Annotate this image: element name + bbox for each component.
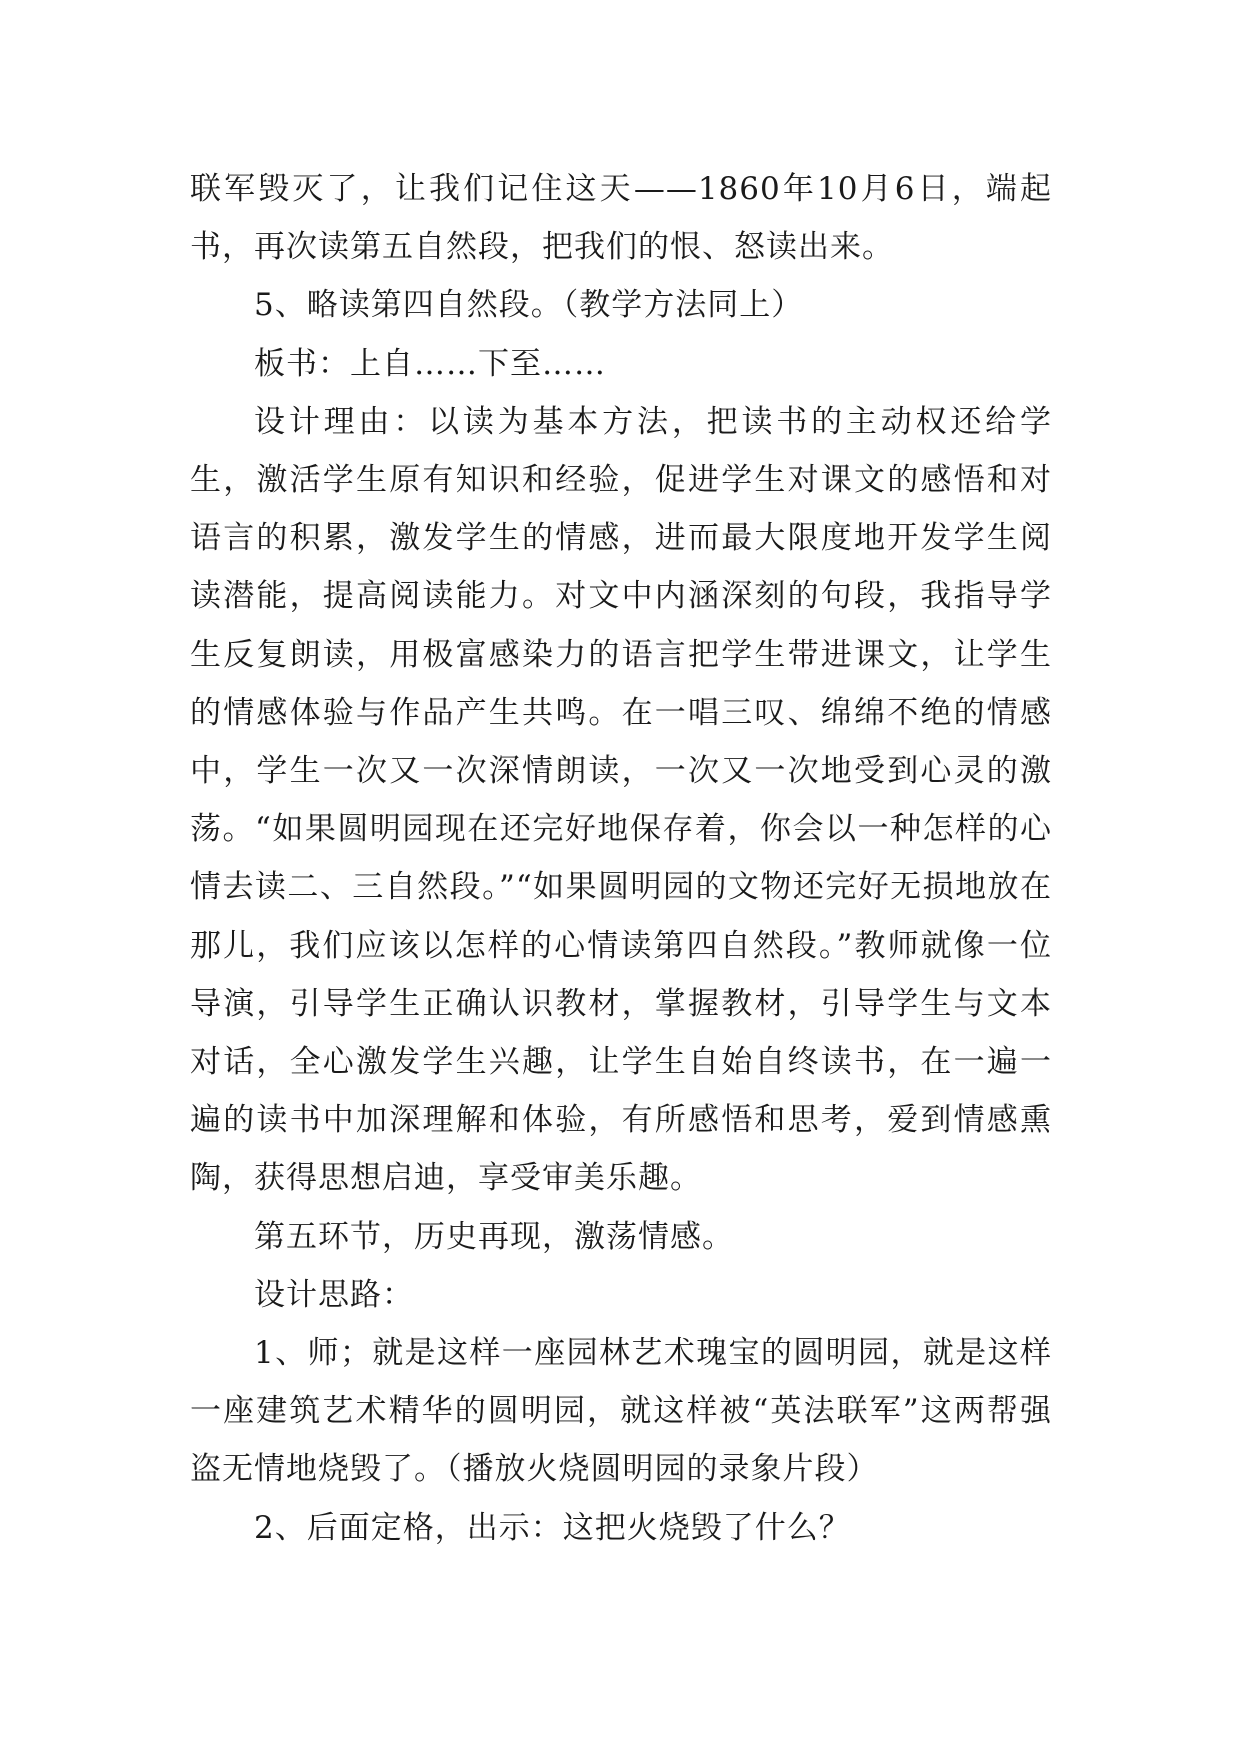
paragraph-6: 设计思路： — [254, 1276, 414, 1313]
paragraph-3: 板书：上自……下至…… — [254, 345, 606, 382]
document-body — [190, 160, 1052, 1557]
paragraph-2: 5、略读第四自然段。（教学方法同上） — [254, 287, 804, 324]
paragraph-1: 联军毁灭了，让我们记住这天——1860年10月6日，端起书，再次读第五自然段，把我们的恨、怒读出来。 — [190, 171, 1052, 266]
paragraph-8: 2、后面定格，出示：这把火烧毁了什么？ — [254, 1509, 851, 1546]
paragraph-5: 第五环节，历史再现，激荡情感。 — [254, 1218, 734, 1255]
paragraph-4: 设计理由：以读为基本方法，把读书的主动权还给学生，激活学生原有知识和经验，促进学生对课文的感悟和对语言的积累，激发学生的情感，进而最大限度地开发学生阅读潜能，提高阅读能力。对文中内涵深刻的句段，我指导学生反复朗读，用极富感染力的语言把学生带进课文，让学生的情感体验与作品产生共鸣。在一唱三叹、绵绵不绝的情感中，学生一次又一次深情朗读，一次又一次地受到心灵的激荡。“如果圆明园现在还完好地保存着，你会以一种怎样的心情去读二、三自然段。”“如果圆明园的文物还完好无损地放在那儿，我们应该以怎样的心情读第四自然段。”教师就像一位导演，引导学生正确认识教材，掌握教材，引导学生与文本对话，全心激发学生兴趣，让学生自始自终读书，在一遍一遍的读书中加深理解和体验，有所感悟和思考，爱到情感熏陶，获得思想启迪，享受审美乐趣。 — [190, 403, 1052, 1197]
paragraph-7: 1、师；就是这样一座园林艺术瑰宝的圆明园，就是这样一座建筑艺术精华的圆明园，就这样被“英法联军”这两帮强盗无情地烧毁了。（播放火烧圆明园的录象片段） — [190, 1335, 1052, 1488]
